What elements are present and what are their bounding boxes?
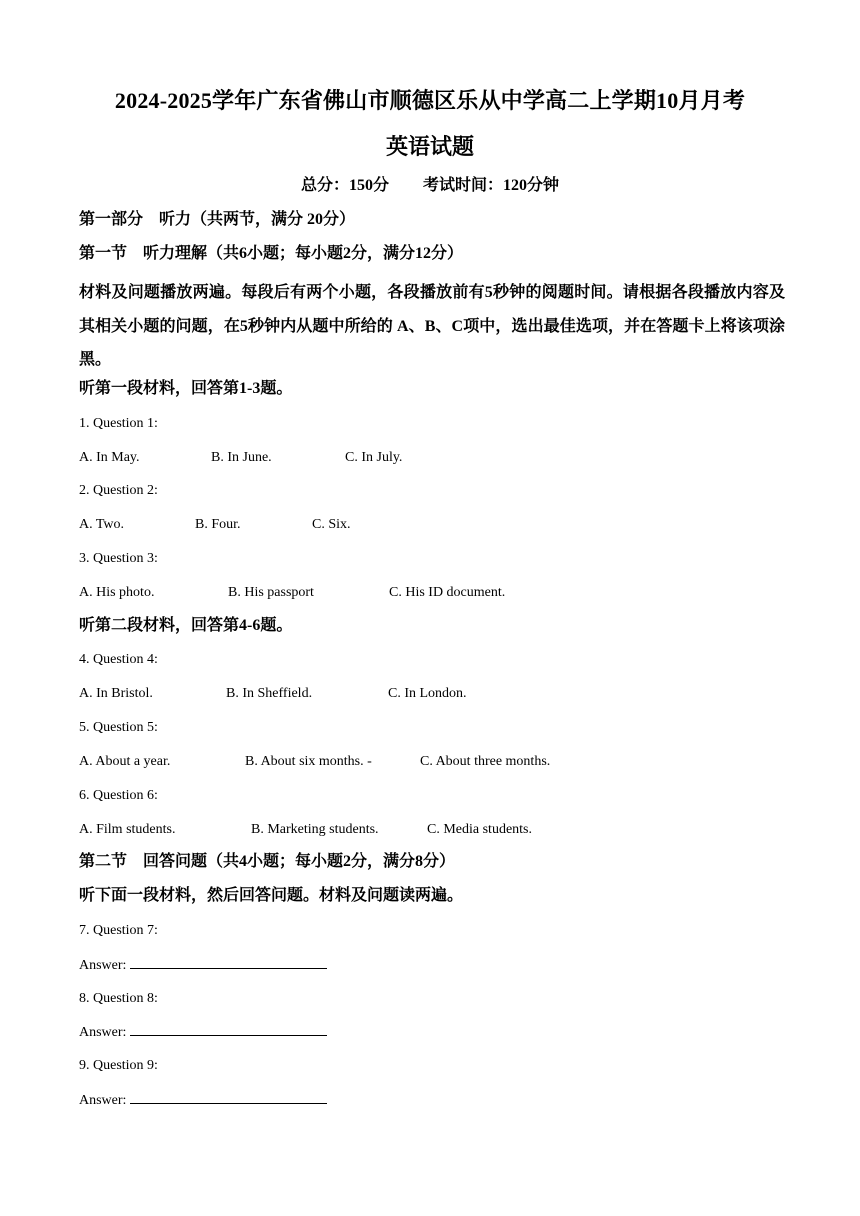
answer-line-7 bbox=[79, 955, 327, 976]
question-6-stem: 6. Question 6: bbox=[79, 788, 158, 803]
question-3-option-b: B. His passport bbox=[228, 585, 314, 600]
question-9-stem: 9. Question 9: bbox=[79, 1058, 158, 1073]
question-6-option-a: A. Film students. bbox=[79, 822, 176, 837]
group2-heading: 听第二段材料，回答第4-6题。 bbox=[79, 617, 293, 634]
question-8-stem: 8. Question 8: bbox=[79, 991, 158, 1006]
answer-blank-8[interactable] bbox=[130, 1022, 327, 1036]
question-1-option-b: B. In June. bbox=[211, 450, 272, 465]
question-2-option-b: B. Four. bbox=[195, 517, 241, 532]
question-3-option-c: C. His ID document. bbox=[389, 585, 506, 600]
question-7-stem: 7. Question 7: bbox=[79, 923, 158, 938]
total-score: 总分：150分 bbox=[300, 177, 389, 194]
answer-line-9 bbox=[79, 1090, 327, 1111]
question-6-option-b: B. Marketing students. bbox=[251, 822, 379, 837]
question-4-option-b: B. In Sheffield. bbox=[226, 686, 313, 701]
question-4-option-c: C. In London. bbox=[388, 686, 467, 701]
section2-instructions: 听下面一段材料，然后回答问题。材料及问题读两遍。 bbox=[79, 887, 464, 904]
section1-heading: 第一节 听力理解（共6小题；每小题2分，满分12分） bbox=[79, 245, 464, 262]
section2-heading: 第二节 回答问题（共4小题；每小题2分，满分8分） bbox=[79, 853, 456, 870]
exam-time: 考试时间：120分钟 bbox=[423, 177, 560, 194]
question-2-stem: 2. Question 2: bbox=[79, 483, 158, 498]
answer-blank-9[interactable] bbox=[130, 1090, 327, 1104]
question-3-option-a: A. His photo. bbox=[79, 585, 155, 600]
question-3-stem: 3. Question 3: bbox=[79, 551, 158, 566]
question-2-option-a: A. Two. bbox=[79, 517, 125, 532]
question-1-option-c: C. In July. bbox=[345, 450, 403, 465]
answer-label: Answer: bbox=[79, 1025, 127, 1040]
question-1-option-a: A. In May. bbox=[79, 450, 140, 465]
exam-subtitle: 英语试题 bbox=[385, 134, 474, 159]
section1-instructions: 材料及问题播放两遍。每段后有两个小题，各段播放前有5秒钟的阅题时间。请根据各段播放内容及其相关小题的问题，在5秒钟内从题中所给的 A、B、C项中，选出最佳选项，并在答题卡上将该项涂黑。 bbox=[79, 284, 785, 368]
answer-label: Answer: bbox=[79, 958, 127, 973]
question-5-option-b: B. About six months. - bbox=[245, 754, 372, 769]
part1-heading: 第一部分 听力（共两节，满分 20分） bbox=[79, 211, 356, 228]
answer-label: Answer: bbox=[79, 1093, 127, 1108]
answer-line-8 bbox=[79, 1022, 327, 1043]
question-4-stem: 4. Question 4: bbox=[79, 652, 158, 667]
question-4-option-a: A. In Bristol. bbox=[79, 686, 153, 701]
exam-meta bbox=[0, 175, 860, 197]
question-5-option-a: A. About a year. bbox=[79, 754, 171, 769]
question-5-option-c: C. About three months. bbox=[420, 754, 551, 769]
exam-title: 2024-2025学年广东省佛山市顺德区乐从中学高二上学期10月月考 bbox=[114, 88, 746, 113]
answer-blank-7[interactable] bbox=[130, 955, 327, 969]
question-5-stem: 5. Question 5: bbox=[79, 720, 158, 735]
question-6-option-c: C. Media students. bbox=[427, 822, 532, 837]
group1-heading: 听第一段材料，回答第1-3题。 bbox=[79, 380, 293, 397]
question-2-option-c: C. Six. bbox=[312, 517, 351, 532]
question-1-stem: 1. Question 1: bbox=[79, 416, 158, 431]
